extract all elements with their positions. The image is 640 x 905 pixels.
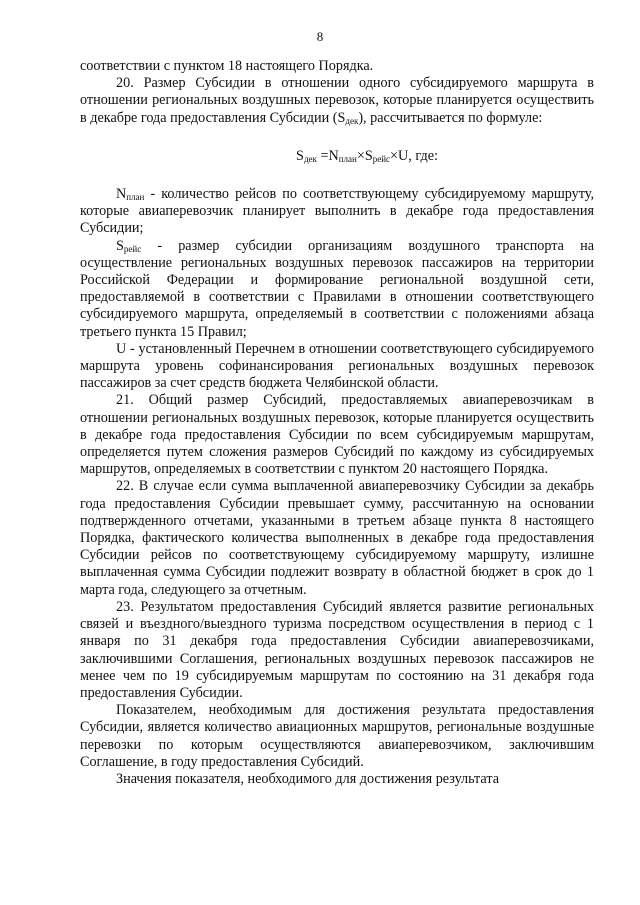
formula-n-sub: план (338, 153, 357, 164)
definition-s (80, 238, 594, 341)
paragraph-20 (80, 75, 594, 127)
definition-u: U - установленный Перечнем в отношении соответствующего субсидируемого маршрута уровень софинансирования региональных воздушных перевозок пассажиров за счет средств бюджета Челябинской области. (80, 340, 594, 392)
paragraph-20-end: ), рассчитывается по формуле: (358, 109, 543, 126)
definition-n (80, 186, 594, 238)
definition-n-symbol: N (116, 186, 127, 203)
definition-s-symbol: S (116, 237, 124, 254)
definition-n-text: - количество рейсов по соответствующему субсидируемому маршруту, которые авиаперевозчик планирует выполнить в декабре года предоставления Субсидии; (80, 186, 594, 237)
formula-eq: =N (316, 147, 339, 164)
paragraph-21: 21. Общий размер Субсидий, предоставляемых авиаперевозчикам в отношении региональных воздушных перевозок, которые планируется осуществить в декабре года предоставления Субсидии по всем субсидируемым маршрутам, определяется путем сложения размеров Субсидий по каждому из субсидируемых маршрутов, определяемых в соответствии с пунктом 20 настоящего Порядка. (80, 392, 594, 478)
paragraph-values: Значения показателя, необходимого для достижения результата (116, 770, 500, 787)
document-body (80, 58, 594, 788)
paragraph-20-text: 20. Размер Субсидии в отношении одного субсидируемого маршрута в отношении региональных воздушных перевозок, которые планируется осуществить в декабре года предоставления Субсидии (S (80, 75, 594, 126)
paragraph-22: 22. В случае если сумма выплаченной авиаперевозчику Субсидии за декабрь года предоставления Субсидии превышает сумму, рассчитанную на основании подтвержденного отчетами, указанными в третьем абзаце пункта 8 настоящего Порядка, фактического количества выполненных в декабре года предоставления Субсидии рейсов по соответствующему субсидируемому маршруту, излишне выплаченная сумма Субсидии подлежит возврату в областной бюджет в срок до 1 марта года, следующего за отчетным. (80, 478, 594, 598)
definition-n-sub: план (126, 192, 145, 203)
formula-s: S (296, 147, 304, 164)
formula-r-sub: рейс (372, 153, 391, 164)
paragraph-continuation: соответствии с пунктом 18 настоящего Порядка. (80, 58, 374, 74)
definition-s-text: - размер субсидии организациям воздушного транспорта на осуществление региональных воздушных перевозок пассажиров на территории Российской Федерации и формирование региональной воздушной сети, предоставляемой в соответствии с Правилами в отношении соответствующего субсидируемого маршрута, определяемый в соответствии с положениями абзаца третьего пункта 15 Правил; (80, 237, 594, 340)
formula-times: ×S (356, 147, 373, 164)
definition-s-sub: рейс (123, 243, 142, 254)
formula-end: ×U, где: (390, 147, 438, 164)
page-number: 8 (316, 29, 324, 44)
paragraph-20-sub: дек (345, 115, 359, 126)
paragraph-indicator: Показателем, необходимым для достижения результата предоставления Субсидии, является количество авиационных маршрутов, региональные воздушные перевозки по которым осуществляются авиаперевозчиком, заключившим Соглашение, в году предоставления Субсидий. (80, 702, 594, 770)
formula-s-sub: дек (303, 153, 317, 164)
formula (80, 148, 594, 165)
paragraph-23: 23. Результатом предоставления Субсидий является развитие региональных связей и въездного/выездного туризма посредством осуществления в период с 1 января по 31 декабря года предоставления Субсидии авиаперевозчиками, заключившими Соглашения, региональных воздушных перевозок пассажиров не менее чем по 19 субсидируемым маршрутам по состоянию на 31 декабря года предоставления Субсидии. (80, 598, 594, 701)
